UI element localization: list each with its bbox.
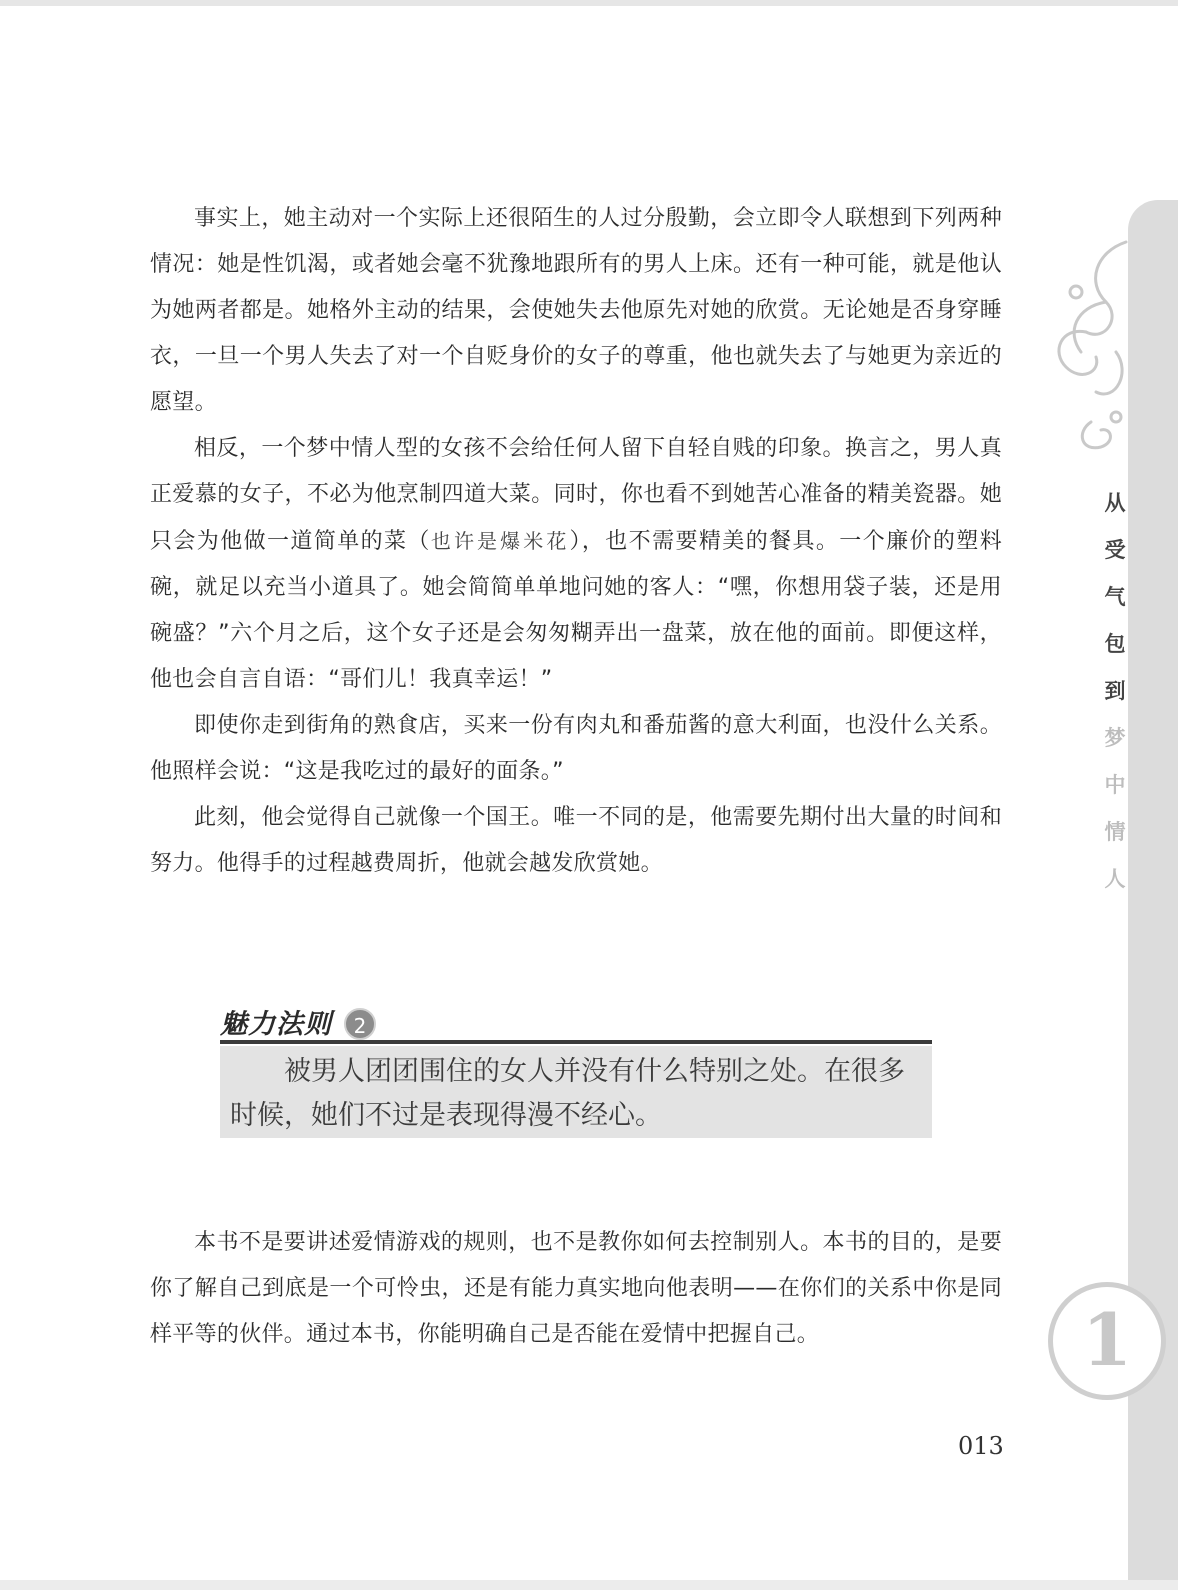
paragraph-2 xyxy=(150,426,1002,703)
chapter-title-char: 情 xyxy=(1104,820,1126,844)
charm-rule-box xyxy=(220,1000,932,1140)
paragraph-2-aside: 也许是爆米花 xyxy=(430,529,570,553)
page-bottom-edge xyxy=(0,1580,1178,1590)
rule-title-text: 魅力法则 xyxy=(220,1009,332,1040)
chapter-title-char: 到 xyxy=(1104,679,1126,703)
chapter-title-char: 包 xyxy=(1104,632,1126,656)
page-top-edge xyxy=(0,0,1178,6)
closing-text xyxy=(150,1220,1002,1358)
chapter-title-char: 气 xyxy=(1104,585,1126,609)
paragraph-4: 此刻，他会觉得自己就像一个国王。唯一不同的是，他需要先期付出大量的时间和努力。他得手的过程越费周折，他就会越发欣赏她。 xyxy=(150,805,1002,876)
chapter-number: 1 xyxy=(1081,1297,1133,1382)
paragraph-2-end: ），也不需要精美的餐具。一个廉价的塑料碗，就足以充当小道具了。她会简简单单地问她的客人：“嘿，你想用袋子装，还是用碗盛？”六个月之后，这个女子还是会匆匆糊弄出一盘菜，放在他的面前。即便这样，他也会自言自语：“哥们儿！我真幸运！” xyxy=(150,529,1003,692)
rule-title xyxy=(220,1006,376,1040)
paragraph-3: 即使你走到街角的熟食店，买来一份有肉丸和番茄酱的意大利面，也没什么关系。他照样会说：“这是我吃过的最好的面条。” xyxy=(150,713,1002,784)
chapter-title-char: 中 xyxy=(1104,773,1126,797)
chapter-title-char: 从 xyxy=(1104,491,1126,515)
rule-divider xyxy=(220,1040,932,1044)
chapter-title-char: 受 xyxy=(1104,538,1126,562)
floral-ornament-icon xyxy=(1046,232,1136,472)
body-text xyxy=(150,196,1002,887)
paragraph-5: 本书不是要讲述爱情游戏的规则，也不是教你如何去控制别人。本书的目的，是要你了解自己到底是一个可怜虫，还是有能力真实地向他表明——在你们的关系中你是同样平等的伙伴。通过本书，你能明确自己是否能在爱情中把握自己。 xyxy=(150,1230,1002,1347)
page-number: 013 xyxy=(958,1432,1004,1460)
paragraph-2-start: 相反，一个梦中情人型的女孩不会给任何人留下自轻自贱的印象。换言之，男人真正爱慕的女子，不必为他烹制四道大菜。同时，你也看不到她苦心准备的精美瓷器。她只会为他做一道简单的菜（ xyxy=(150,436,1002,554)
chapter-title-vertical xyxy=(1100,480,1130,903)
paragraph-1: 事实上，她主动对一个实际上还很陌生的人过分殷勤，会立即令人联想到下列两种情况：她是性饥渴，或者她会毫不犹豫地跟所有的男人上床。还有一种可能，就是他认为她两者都是。她格外主动的结果，会使她失去他原先对她的欣赏。无论她是否身穿睡衣，一旦一个男人失去了对一个自贬身价的女子的尊重，他也就失去了与她更为亲近的愿望。 xyxy=(150,206,1002,415)
chapter-title-char: 人 xyxy=(1104,867,1126,891)
rule-number-badge: 2 xyxy=(344,1008,376,1040)
chapter-number-badge xyxy=(1048,1282,1166,1400)
rule-text: 被男人团团围住的女人并没有什么特别之处。在很多时候，她们不过是表现得漫不经心。 xyxy=(220,1046,932,1138)
chapter-title-char: 梦 xyxy=(1104,726,1126,750)
